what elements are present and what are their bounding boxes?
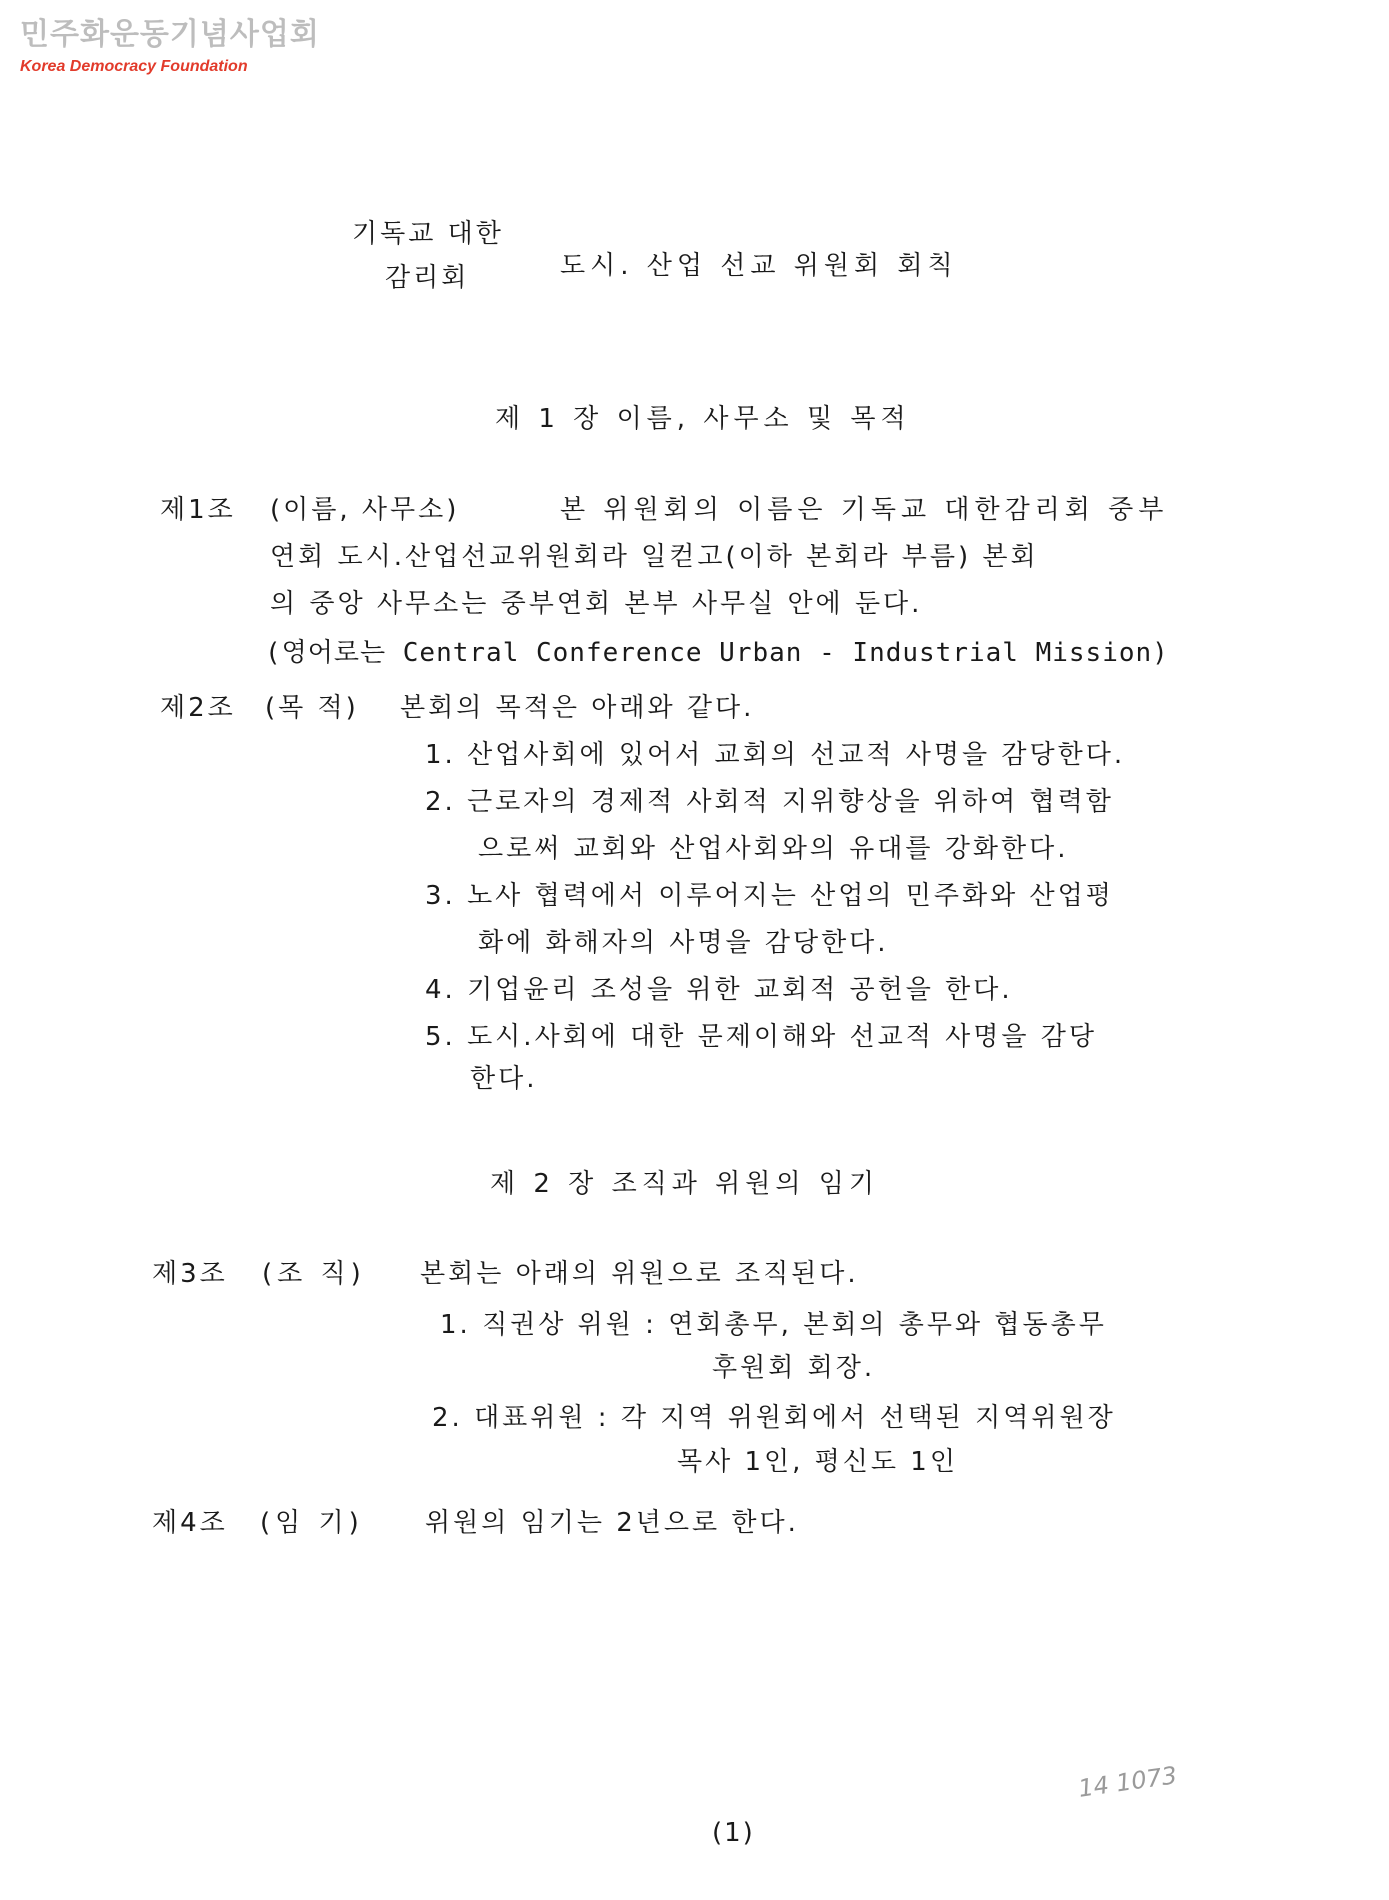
article1-line3: 의 중앙 사무소는 중부연회 본부 사무실 안에 둔다. <box>270 589 923 619</box>
article2-item-4: 4. 기업윤리 조성을 위한 교회적 공헌을 한다. <box>425 975 1013 1005</box>
article1-title: (이름, 사무소) <box>270 495 460 525</box>
article2-item-1: 1. 산업사회에 있어서 교회의 선교적 사명을 감당한다. <box>425 740 1126 770</box>
document-title: 도시. 산업 선교 위원회 회칙 <box>560 251 958 281</box>
article3-item-1-cont: 후원회 회장. <box>712 1353 876 1383</box>
article1-label: 제1조 <box>160 495 236 525</box>
article1-english-name: (영어로는 Central Conference Urban - Industrial Mission) <box>265 638 1169 668</box>
article2-item-2-cont: 으로써 교회와 산업사회와의 유대를 강화한다. <box>478 834 1069 864</box>
page-number: (1) <box>712 1818 755 1848</box>
foundation-watermark <box>20 18 320 76</box>
org-name-line2: 감리회 <box>385 263 470 293</box>
watermark-korean: 민주화운동기념사업회 <box>20 17 320 52</box>
chapter2-heading: 제 2 장 조직과 위원의 임기 <box>490 1169 880 1199</box>
article2-item-2: 2. 근로자의 경제적 사회적 지위향상을 위하여 협력함 <box>425 787 1114 817</box>
article1-line1: 본 위원회의 이름은 기독교 대한감리회 중부 <box>560 495 1169 525</box>
article4-label: 제4조 <box>152 1508 228 1538</box>
article2-item-3: 3. 노사 협력에서 이루어지는 산업의 민주화와 산업평 <box>425 881 1114 911</box>
article4-title: (임 기) <box>260 1508 364 1538</box>
article2-item-5-cont: 한다. <box>470 1064 538 1094</box>
article3-item-2-cont: 목사 1인, 평신도 1인 <box>677 1447 958 1477</box>
article2-item-3-cont: 화에 화해자의 사명을 감당한다. <box>478 928 889 958</box>
article3-item-1: 1. 직권상 위원 : 연회총무, 본회의 총무와 협동총무 <box>440 1310 1107 1340</box>
chapter1-heading: 제 1 장 이름, 사무소 및 목적 <box>495 404 911 434</box>
article2-intro: 본회의 목적은 아래와 같다. <box>400 693 755 723</box>
article2-label: 제2조 <box>160 693 236 723</box>
article2-title: (목 적) <box>265 693 359 723</box>
watermark-english: Korea Democracy Foundation <box>20 58 248 75</box>
article3-label: 제3조 <box>152 1259 228 1289</box>
org-name-line1: 기독교 대한 <box>352 219 504 249</box>
article4-text: 위원의 임기는 2년으로 한다. <box>425 1508 799 1538</box>
article3-title: (조 직) <box>262 1259 366 1289</box>
article3-item-2: 2. 대표위원 : 각 지역 위원회에서 선택된 지역위원장 <box>432 1403 1116 1433</box>
handwritten-archive-mark: 14 1073 <box>1076 1761 1179 1803</box>
article2-item-5: 5. 도시.사회에 대한 문제이해와 선교적 사명을 감당 <box>425 1022 1097 1052</box>
article3-intro: 본회는 아래의 위원으로 조직된다. <box>420 1259 859 1289</box>
article1-line2: 연회 도시.산업선교위원회라 일컫고(이하 본회라 부름) 본회 <box>270 542 1039 572</box>
